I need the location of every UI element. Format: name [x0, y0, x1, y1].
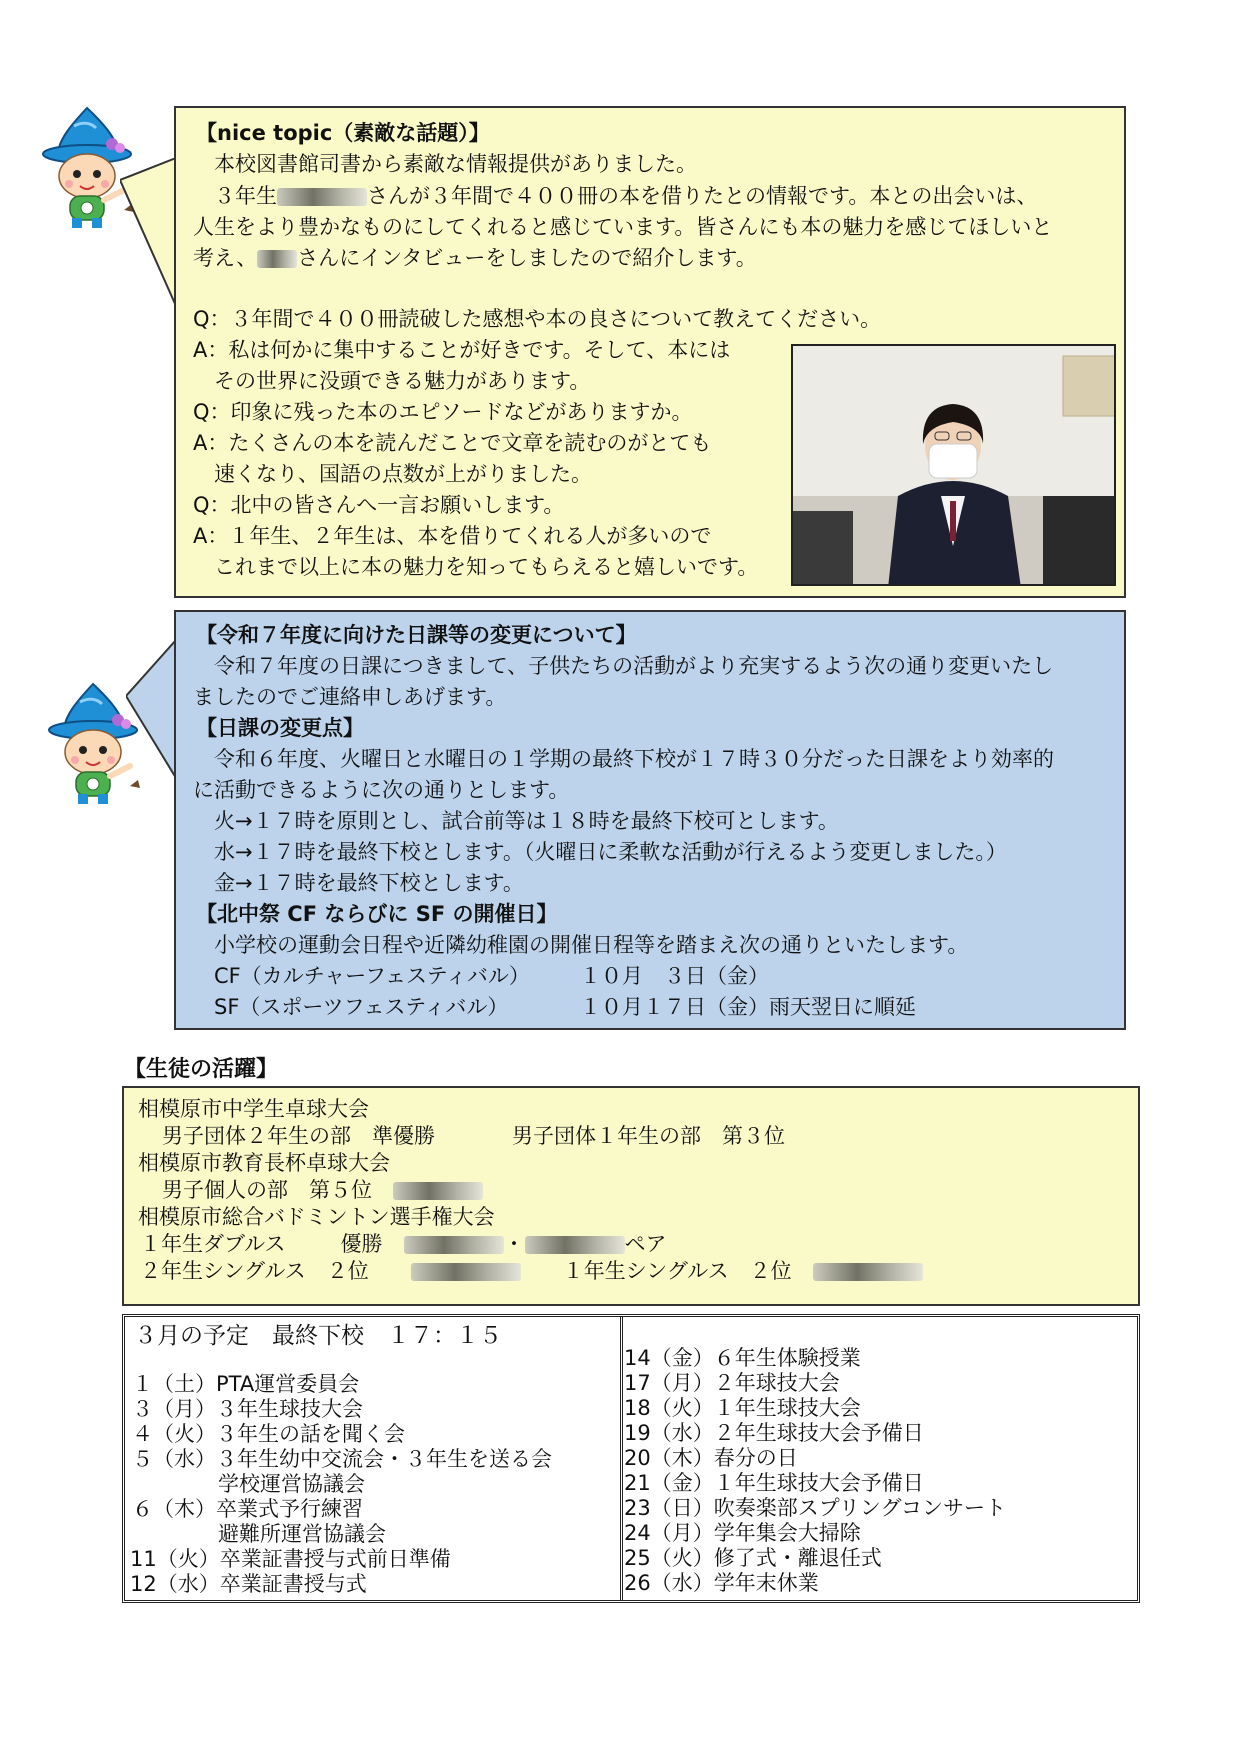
festival-name: CF（カルチャーフェスティバル）	[214, 964, 530, 988]
speech-pointer	[126, 640, 180, 780]
redacted-name	[257, 250, 297, 268]
festival-date: １０月１７日（金）雨天翌日に順延	[580, 995, 916, 1019]
schedule-change-text: 火→１７時を原則とし、試合前等は１８時を最終下校可とします。	[214, 809, 839, 833]
schedule-change-text: 水→１７時を最終下校とします。（火曜日に柔軟な活動が行えるよう変更しました。）	[214, 840, 1007, 864]
nice-topic-text: 本校図書館司書から素敵な情報提供がありました。	[214, 152, 697, 176]
schedule-change-text: ましたのでご連絡申しあげます。	[193, 685, 507, 709]
schedule-title: ３月の予定 最終下校 １７：１５	[134, 1323, 502, 1349]
schedule-item: 21（金）１年生球技大会予備日	[624, 1471, 924, 1495]
activity-line: 相模原市中学生卓球大会	[138, 1097, 369, 1121]
schedule-change-text: 小学校の運動会日程や近隣幼稚園の開催日程等を踏まえ次の通りといたします。	[214, 933, 969, 957]
festival-date: １０月 ３日（金）	[580, 964, 769, 988]
schedule-item: １（土）PTA運営委員会	[132, 1372, 360, 1396]
schedule-item: ６（木）卒業式予行練習	[132, 1497, 363, 1521]
qa-line: Q：印象に残った本のエピソードなどがありますか。	[193, 400, 693, 424]
nice-topic-text: 考え、 さんにインタビューをしましたので紹介します。	[193, 246, 757, 270]
activity-line: １年生ダブルス 優勝 ・ ペア	[140, 1232, 667, 1256]
nice-topic-text: ３年生 さんが３年間で４００冊の本を借りたとの情報です。本との出会いは、	[214, 184, 1038, 208]
qa-line: A：私は何かに集中することが好きです。そして、本には	[193, 338, 731, 362]
schedule-change-text: 令和６年度、火曜日と水曜日の１学期の最終下校が１７時３０分だった日課をより効率的	[214, 747, 1054, 771]
activity-line: ２年生シングルス ２位 １年生シングルス ２位	[140, 1258, 923, 1285]
qa-line: A：１年生、２年生は、本を借りてくれる人が多いので	[193, 524, 712, 548]
schedule-item: 14（金）６年生体験授業	[624, 1346, 861, 1370]
schedule-change-text: 金→１７時を最終下校とします。	[214, 871, 524, 895]
schedule-item: ５（水）３年生幼中交流会・３年生を送る会	[132, 1447, 552, 1471]
schedule-item: 23（日）吹奏楽部スプリングコンサート	[624, 1496, 1007, 1520]
schedule-item: 18（火）１年生球技大会	[624, 1396, 861, 1420]
student-photo	[791, 344, 1116, 586]
redacted-name	[277, 188, 367, 206]
activity-line: 男子団体２年生の部 準優勝	[162, 1124, 435, 1148]
schedule-change-heading: 【令和７年度に向けた日課等の変更について】	[196, 623, 637, 647]
schedule-item: 24（月）学年集会大掃除	[624, 1521, 861, 1545]
redacted-name	[393, 1182, 483, 1200]
activity-line: 相模原市総合バドミントン選手権大会	[138, 1205, 495, 1229]
schedule-item: 17（月）２年球技大会	[624, 1371, 840, 1395]
schedule-item: 20（木）春分の日	[624, 1446, 798, 1470]
schedule-change-text: 令和７年度の日課につきまして、子供たちの活動がより充実するよう次の通り変更いたし	[214, 654, 1054, 678]
qa-line: 速くなり、国語の点数が上がりました。	[214, 462, 592, 486]
schedule-change-text: に活動できるように次の通りとします。	[193, 778, 570, 802]
qa-line: これまで以上に本の魅力を知ってもらえると嬉しいです。	[214, 555, 759, 579]
festival-name: SF（スポーツフェスティバル）	[214, 995, 509, 1019]
activity-line: 相模原市教育長杯卓球大会	[138, 1151, 390, 1175]
schedule-change-subheading: 【北中祭 CF ならびに SF の開催日】	[196, 902, 558, 926]
schedule-item: ４（火）３年生の話を聞く会	[132, 1422, 405, 1446]
schedule-item: 11（火）卒業証書授与式前日準備	[130, 1547, 451, 1571]
qa-line: Q：３年間で４００冊読破した感想や本の良さについて教えてください。	[193, 307, 882, 331]
qa-line: その世界に没頭できる魅力があります。	[214, 369, 591, 393]
qa-line: Q：北中の皆さんへ一言お願いします。	[193, 493, 565, 517]
schedule-item: 12（水）卒業証書授与式	[130, 1572, 367, 1596]
schedule-item: ３（月）３年生球技大会	[132, 1397, 363, 1421]
nice-topic-text: 人生をより豊かなものにしてくれると感じています。皆さんにも本の魅力を感じてほしいと	[193, 215, 1053, 239]
redacted-name	[525, 1236, 625, 1254]
redacted-name	[411, 1263, 521, 1281]
schedule-change-subheading: 【日課の変更点】	[196, 716, 364, 740]
activity-line: 男子個人の部 第５位	[162, 1177, 483, 1204]
schedule-item: 学校運営協議会	[218, 1472, 365, 1496]
schedule-item: 19（水）２年生球技大会予備日	[624, 1421, 924, 1445]
redacted-name	[404, 1236, 504, 1254]
qa-line: A：たくさんの本を読んだことで文章を読むのがとても	[193, 431, 712, 455]
activities-heading: 【生徒の活躍】	[124, 1057, 279, 1082]
speech-pointer	[120, 158, 180, 308]
nice-topic-heading: 【nice topic（素敵な話題）】	[196, 121, 490, 145]
activity-line: 男子団体１年生の部 第３位	[512, 1124, 785, 1148]
schedule-item: 26（水）学年末休業	[624, 1571, 819, 1595]
redacted-name	[813, 1263, 923, 1281]
schedule-item: 25（火）修了式・離退任式	[624, 1546, 882, 1570]
schedule-item: 避難所運営協議会	[218, 1522, 386, 1546]
